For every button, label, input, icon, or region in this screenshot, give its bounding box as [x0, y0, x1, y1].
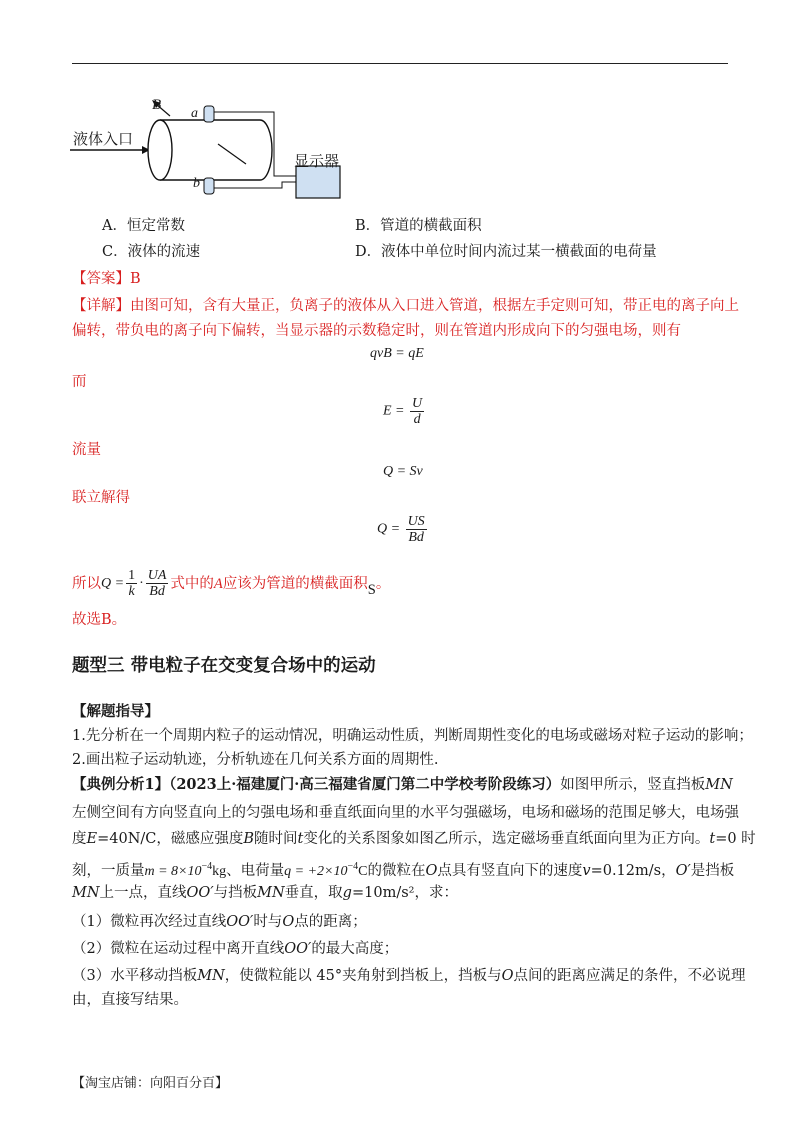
example-source: （2023上·福建厦门·高三福建省厦门第二中学校考阶段练习）: [169, 776, 561, 793]
section-title: 题型三 带电粒子在交变复合场中的运动: [72, 656, 376, 676]
equation-3: Q = Sv: [383, 464, 423, 479]
label-display: 显示器: [294, 152, 340, 170]
slant-line: [218, 144, 246, 164]
equation-2: [383, 396, 426, 427]
option-a: A．恒定常数: [102, 218, 185, 234]
suoyi-frac-1: [126, 568, 137, 599]
suoyi-dot: ·: [139, 575, 144, 591]
q2-OO: OO′: [284, 941, 312, 957]
question-2: [72, 939, 398, 959]
suoyi-S: S: [367, 581, 376, 598]
l4-a: 刻，一质量: [72, 862, 145, 879]
pipe-inlet-ellipse: [148, 120, 172, 180]
q1-b: 时与: [253, 914, 283, 930]
suoyi-A: A: [213, 575, 223, 592]
label-a: a: [191, 106, 198, 121]
l3-c: 随时间: [254, 831, 298, 847]
l3-d: 变化的关系图象如图乙所示，选定磁场垂直纸面向里为正方向。: [303, 831, 710, 847]
option-c: C．液体的流速: [102, 244, 201, 260]
suoyi-n2: UA: [147, 568, 167, 583]
option-b: B．管道的横截面积: [355, 218, 482, 234]
eq2-fraction: [410, 396, 424, 427]
question-3-line-2: 由，直接写结果。: [72, 992, 188, 1008]
suoyi-d2: Bd: [149, 584, 165, 599]
l4-mu: kg: [212, 863, 227, 879]
detail-line-2: 偏转，带负电的离子向下偏转，当显示器的示数稳定时，则在管道内形成向下的匀强电场，则有: [72, 323, 681, 339]
option-d: D．液体中单位时间内流过某一横截面的电荷量: [355, 244, 657, 260]
guide-item-1: 1.先分析在一个周期内粒子的运动情况，明确运动性质，判断周期性变化的电场或磁场对粒子运动的影响；: [72, 728, 753, 744]
suoyi-d1: k: [128, 584, 135, 599]
suoyi-frac-2: [146, 568, 169, 599]
l4-m: m = 8×10: [144, 863, 202, 879]
l3-b: =40N/C，磁感应强度: [97, 831, 244, 847]
label-b: b: [193, 176, 200, 191]
q3-b: ，使微粒能以 45°夹角射到挡板上，挡板与: [224, 968, 502, 984]
l3-a: 度: [72, 831, 87, 847]
wire-b: [214, 182, 296, 188]
example-line-4: [72, 857, 734, 882]
q1-c: 点的距离；: [294, 914, 367, 930]
eq4-numerator: US: [407, 514, 425, 529]
l5-OO: OO′: [186, 885, 214, 901]
header-rule: [72, 63, 728, 64]
equation-1: qvB = qE: [370, 346, 424, 361]
example-tag: 【典例分析1】: [72, 776, 170, 793]
l4-v: v: [582, 862, 591, 879]
q3-c: 点间的距离应满足的条件，不必说理: [513, 968, 746, 984]
suoyi-q: Q =: [101, 575, 125, 591]
text-guxuan: 故选B。: [72, 612, 127, 628]
l4-Op: O′: [675, 862, 691, 879]
l4-qexp: −4: [347, 861, 359, 872]
l3-E: E: [86, 831, 98, 847]
l5-a: 上一点，直线: [99, 885, 187, 901]
q1-a: （1）微粒再次经过直线: [72, 914, 227, 930]
eq4-lhs: Q =: [377, 521, 401, 537]
l3-B: B: [243, 831, 255, 847]
text-liuliang: 流量: [72, 442, 101, 458]
answer-line: 【答案】B: [72, 271, 141, 287]
example-line-3: [72, 829, 756, 849]
text-lianli: 联立解得: [72, 490, 130, 506]
eq4-fraction: [406, 514, 427, 545]
suoyi-prefix: 所以: [72, 575, 101, 592]
q3-O: O: [501, 968, 514, 984]
detail-line-1: [72, 296, 739, 316]
q3-a: （3）水平移动挡板: [72, 968, 198, 984]
l5-b: 与挡板: [213, 885, 258, 901]
l5-MN2: MN: [257, 885, 285, 901]
wire-a: [214, 112, 296, 176]
l4-b: 、电荷量: [226, 862, 285, 879]
question-3: [72, 966, 745, 986]
example-line-2: 左侧空间有方向竖直向上的匀强电场和垂直纸面向里的水平匀强磁场，电场和磁场的范围足够大，电场强: [72, 805, 739, 821]
l5-MN: MN: [72, 885, 100, 901]
q1-OO: OO′: [226, 914, 254, 930]
question-1: [72, 912, 367, 932]
eq2-numerator: U: [412, 396, 423, 411]
suoyi-end: 。: [375, 575, 391, 592]
guide-item-2: 2.画出粒子运动轨迹，分析轨迹在几何关系方面的周期性.: [72, 752, 439, 768]
suoyi-n1: 1: [128, 568, 136, 583]
l4-f: 是挡板: [690, 862, 735, 879]
example-line-1: [72, 775, 733, 795]
guide-title: 【解题指导】: [72, 703, 159, 720]
eq2-denominator: d: [413, 412, 421, 427]
label-B: B: [152, 97, 162, 113]
detail-text-1: 由图可知，含有大量正，负离子的液体从入口进入管道，根据左手定则可知，带正电的离子向上: [130, 298, 739, 314]
detail-tag: 【详解】: [72, 298, 130, 314]
l4-qu: C: [358, 863, 368, 879]
eq2-lhs: E =: [383, 403, 405, 419]
eq4-denominator: Bd: [408, 530, 424, 545]
pipe-body: [160, 120, 272, 180]
l4-mexp: −4: [201, 861, 213, 872]
l4-c: 的微粒在: [367, 862, 426, 879]
suoyi-mid: 式中的: [170, 575, 214, 592]
l5-g: g: [342, 885, 352, 901]
footer: 【淘宝店铺：向阳百分百】: [72, 1076, 229, 1091]
l4-e: =0.12m/s，: [590, 862, 676, 879]
l4-d: 点具有竖直向下的速度: [437, 862, 583, 879]
l3-t0: t: [709, 831, 716, 847]
q1-O: O: [282, 914, 295, 930]
electrode-b: [204, 178, 214, 194]
label-inlet: 液体入口: [73, 130, 134, 148]
suoyi-post: 应该为管道的横截面积: [222, 575, 368, 592]
l5-c: 垂直，取: [284, 885, 343, 901]
q3-MN: MN: [197, 968, 225, 984]
electrode-a: [204, 106, 214, 122]
l5-d: =10m/s²，求：: [351, 885, 458, 901]
l4-O: O: [425, 862, 438, 879]
q2-b: 的最大高度；: [311, 941, 399, 957]
example-line-5: [72, 883, 458, 903]
l3-t: t: [297, 831, 304, 847]
example-MN: MN: [705, 777, 733, 793]
q2-a: （2）微粒在运动过程中离开直线: [72, 941, 285, 957]
conclusion-line: [72, 568, 390, 599]
l4-q: q = +2×10: [284, 863, 348, 879]
l3-e: =0 时: [715, 831, 756, 847]
text-er: 而: [72, 374, 87, 390]
example-l1-text: 如图甲所示，竖直挡板: [560, 777, 706, 793]
equation-4: [377, 514, 429, 545]
